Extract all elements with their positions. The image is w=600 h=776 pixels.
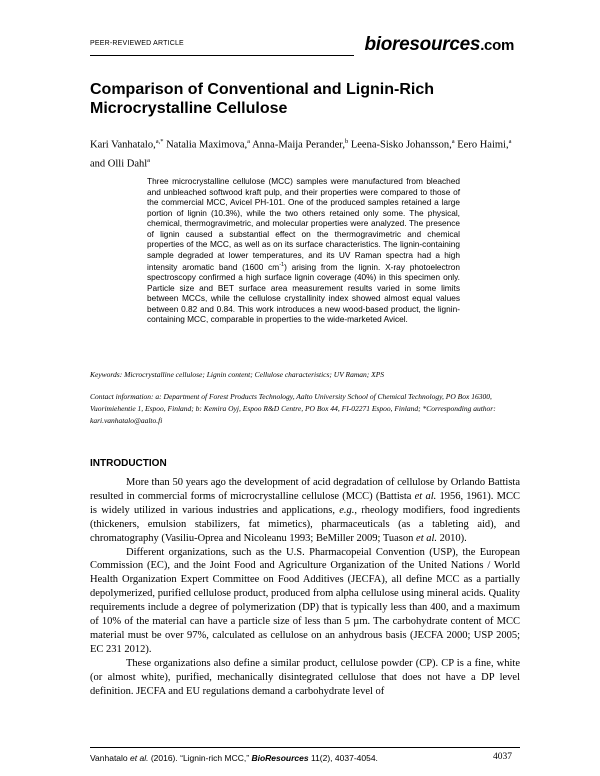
page-number: 4037 (493, 752, 512, 762)
footer-year-title: (2016). “Lignin-rich MCC,” (148, 753, 252, 763)
footer-rule (90, 747, 520, 748)
author-affiliation: a (451, 138, 455, 145)
header-rule (90, 55, 354, 56)
journal-logo (364, 34, 514, 56)
logo-tld: .com (480, 37, 514, 54)
text-run: These organizations also define a similar product, cellulose powder (CP). CP is a fine, white (or almost white), purified, mechanically disintegrated cellulose that does not have a DP level definition. JECFA and EU regulations demand a carbohydrate level of (90, 657, 520, 697)
text-run: , rheology modifiers, food ingredients (thickeners, emulsion stabilizers, fat mimetics), pharmaceuticals (as a tableting aid), and chromatography (Vasiliu-Oprea and Nicoleanu 1993; BeMiller 2009; Tuason (90, 504, 520, 544)
paper-title: Comparison of Conventional and Lignin-Rich Microcrystalline Cellulose (90, 81, 434, 117)
keywords: Keywords: Microcrystalline cellulose; Lignin content; Cellulose characteristics; UV Raman; XPS (90, 370, 385, 379)
body-paragraph (90, 657, 520, 699)
author-affiliation: a (147, 156, 151, 164)
abstract-text-1: Three microcrystalline cellulose (MCC) samples were manufactured from bleached and unbleached softwood kraft pulp, and their properties were compared to those of the commercial MCC, Avicel PH-101. One of the produced samples retained a large portion of lignin (10.3%), while the two others retained only some. The physical, chemical, thermogravimetric, and molecular properties were analyzed. The presence of lignin caused a substantial effect on the thermogravimetric and chemical properties of the MCC, as well as on its surface characteristics. The lignin-containing sample degraded at lower temperatures, and its UV Raman spectra had a high intensity aromatic band (1600 cm (147, 176, 460, 272)
abstract-superscript: -1 (279, 262, 285, 268)
author-list (90, 134, 520, 171)
author-name: Natalia Maximova, (166, 139, 248, 151)
article-type-label: PEER-REVIEWED ARTICLE (90, 40, 184, 47)
author-name: Kari Vanhatalo, (90, 139, 156, 151)
abstract (147, 176, 460, 325)
author-name: and Olli Dahl (90, 158, 148, 169)
footer-journal: BioResources (251, 753, 309, 763)
author-affiliation: a (508, 138, 512, 145)
text-run: 2010). (437, 532, 467, 544)
body-paragraph (90, 476, 520, 546)
author-name: Leena-Sisko Johansson, (350, 139, 452, 151)
italic-run: e.g. (339, 504, 355, 516)
text-run: 1956, 1961). MCC is widely utilized in various industries and applications, (90, 490, 520, 516)
logo-name: bioresources (364, 34, 481, 55)
author-affiliation: a (247, 138, 251, 145)
author-affiliation: b (344, 138, 349, 145)
italic-run: et al. (416, 532, 438, 544)
author-affiliation: a, (155, 138, 161, 145)
text-run: More than 50 years ago the development of acid degradation of cellulose by Orlando Battista resulted in commercial forms of microcrystalline cellulose (MCC) (Battista (90, 477, 520, 502)
contact-information: Contact information: a: Department of Forest Products Technology, Aalto University School of Chemical Technology, PO Box 16300, Vuorimiehentie 1, Espoo, Finland; b: Kemira Oyj, Espoo R&D Centre, PO Box 44, FI-02271 Espoo, Finland; *Corresponding author: kari.vanhatalo@aalto.fi (90, 392, 496, 425)
section-heading: INTRODUCTION (90, 458, 167, 469)
author-name: Anna-Maija Perander, (252, 139, 345, 151)
italic-run: et al. (414, 490, 437, 502)
footer-etal: et al. (130, 753, 149, 763)
abstract-text-2: ) arising from the lignin. X-ray photoelectron spectroscopy confirmed a high surface lignin coverage (40%) in this specimen only. Particle size and BET surface area measurement results varied in some limits between MCCs, while the cellulose crystallinity index showed almost equal values between 0.82 and 0.84. This work introduces a new wood-based product, the lignin-containing MCC, comparable in properties to the wide-marketed Avicel. (147, 261, 460, 325)
citation-footer (90, 753, 378, 763)
corresponding-marker: * (160, 138, 164, 145)
text-run: Different organizations, such as the U.S. Pharmacopeial Convention (USP), the European Commission (EC), and the Joint Food and Agriculture Organization of the United Nations / World Health Organization Expert Committee on Food Additives (JECFA), all define MCC as a partially depolymerized, purified cellulose product, produced from alpha cellulose using mineral acids. Quality requirements include a degree of polymerization (DP) that is typically less than 400, and a maximum of 10% of the material can have a particle size of less than 5 µm. The carbohydrate content of MCC material must be over 97%, calculated as cellulose on an anhydrous basis (JECFA 2000; USP 2005; EC 231 2012). (90, 546, 520, 655)
body-paragraph (90, 546, 520, 657)
footer-volume: 11(2), 4037-4054. (308, 753, 378, 763)
footer-authors: Vanhatalo (90, 753, 131, 763)
body-text (90, 476, 520, 699)
author-name: Eero Haimi, (457, 139, 509, 151)
